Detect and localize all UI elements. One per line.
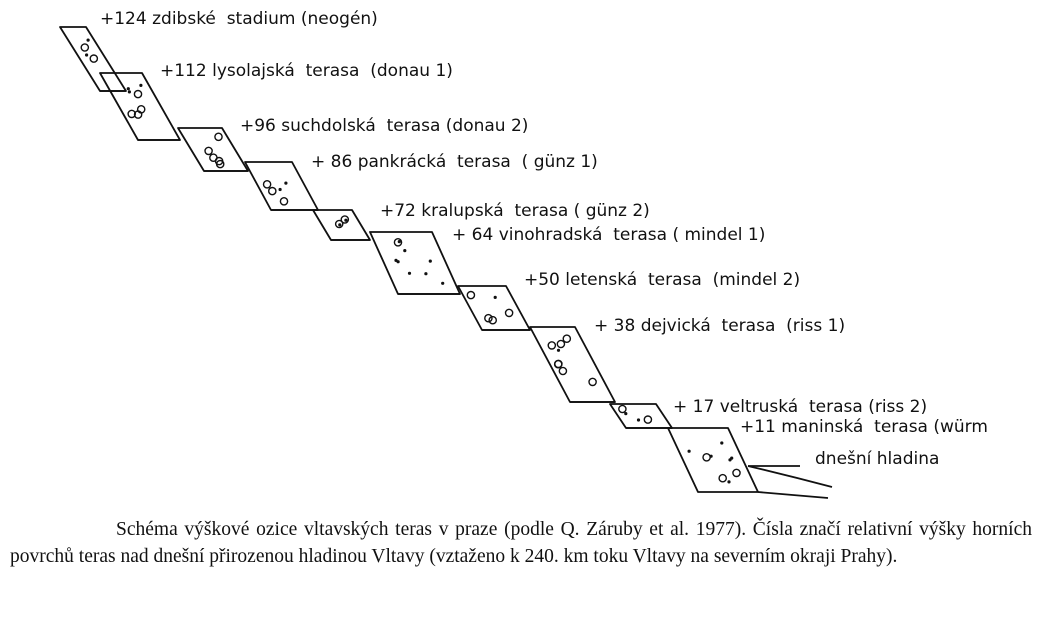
grain-dot <box>424 272 427 275</box>
pebble-mark <box>280 198 287 205</box>
grain-dot <box>279 188 282 191</box>
pebble-mark <box>559 367 566 374</box>
terrace-label <box>240 116 528 136</box>
terrace-label <box>594 316 845 336</box>
pebble-mark <box>264 181 271 188</box>
terrace-label <box>524 270 800 290</box>
terrace-name: veltruská terasa (riss 2) <box>719 397 928 417</box>
grain-dot <box>429 260 432 263</box>
terrace-outline <box>370 232 460 294</box>
terrace-name: zdibské stadium (neogén) <box>152 9 378 29</box>
pebble-mark <box>205 147 212 154</box>
figure-caption: Schéma výškové ozice vltavských teras v praze (podle Q. Záruby et al. 1977). Čísla značí relativní výšky horních povrchů teras nad dnešní přirozenou hladinou Vltavy (vztaženo k 240. km toku Vltavy na severním okraji Prahy). <box>10 519 1032 567</box>
grain-dot <box>344 219 347 222</box>
pebble-mark <box>269 188 276 195</box>
terrace-height: +11 <box>740 417 782 437</box>
pebble-mark <box>506 309 513 316</box>
terrace-name: dejvická terasa (riss 1) <box>640 316 846 336</box>
terrace-name: suchdolská terasa (donau 2) <box>281 116 529 136</box>
pebble-mark <box>489 317 496 324</box>
terrace-block <box>610 404 672 428</box>
terrace-label <box>160 61 453 81</box>
grain-dot <box>720 441 723 444</box>
grain-dot <box>127 87 130 90</box>
terrace-name: kralupská terasa ( günz 2) <box>421 201 650 221</box>
terrace-block <box>60 27 126 91</box>
terrace-height: +112 <box>160 61 213 81</box>
terrace-block <box>458 286 530 330</box>
grain-dot <box>494 296 497 299</box>
grain-dot <box>398 240 401 243</box>
terrace-block <box>100 73 180 140</box>
terrace-blocks <box>60 27 758 492</box>
terrace-name: vinohradská terasa ( mindel 1) <box>498 225 766 245</box>
terrace-name: maninská terasa (würm <box>781 417 988 437</box>
terrace-block <box>530 327 615 402</box>
river-bed-line <box>748 466 832 487</box>
pebble-mark <box>485 315 492 322</box>
terrace-outline <box>530 327 615 402</box>
grain-dot <box>688 450 691 453</box>
grain-dot <box>128 90 131 93</box>
pebble-mark <box>644 416 651 423</box>
pebble-mark <box>719 475 726 482</box>
water-level-label: dnešní hladina <box>815 449 940 469</box>
terrace-block <box>668 428 758 492</box>
grain-dot <box>87 39 90 42</box>
grain-dot <box>408 272 411 275</box>
terrace-height: + 38 <box>594 316 641 336</box>
pebble-mark <box>134 91 141 98</box>
terrace-block <box>178 128 248 171</box>
pebble-mark <box>548 342 555 349</box>
grain-dot <box>397 260 400 263</box>
grain-dot <box>730 457 733 460</box>
terrace-height: +96 <box>240 116 282 136</box>
terrace-name: lysolajská terasa (donau 1) <box>212 61 453 81</box>
pebble-mark <box>589 378 596 385</box>
pebble-mark <box>215 133 222 140</box>
pebble-mark <box>81 44 88 51</box>
terrace-name: letenská terasa (mindel 2) <box>565 270 801 290</box>
terrace-height: +124 <box>100 9 153 29</box>
terrace-outline <box>313 210 370 240</box>
grain-dot <box>637 418 640 421</box>
terrace-height: +72 <box>380 201 422 221</box>
pebble-mark <box>90 55 97 62</box>
terrace-height: +50 <box>524 270 566 290</box>
grain-dot <box>338 223 341 226</box>
pebble-mark <box>703 454 710 461</box>
terrace-label <box>100 9 378 29</box>
terrace-block <box>313 210 370 240</box>
grain-dot <box>85 53 88 56</box>
pebble-mark <box>467 292 474 299</box>
water-level <box>748 449 939 498</box>
terrace-name: pankrácká terasa ( günz 1) <box>357 152 598 172</box>
terrace-label <box>380 201 650 221</box>
pebble-mark <box>733 469 740 476</box>
terrace-height: + 64 <box>452 225 499 245</box>
terrace-label <box>452 225 765 245</box>
terrace-label <box>673 397 927 417</box>
grain-dot <box>284 182 287 185</box>
terrace-outline <box>178 128 248 171</box>
terrace-block <box>245 162 318 210</box>
grain-dot <box>710 455 713 458</box>
grain-dot <box>557 349 560 352</box>
terrace-outline <box>668 428 758 492</box>
terrace-height: + 17 <box>673 397 720 417</box>
pebble-mark <box>555 360 562 367</box>
terrace-block <box>370 232 460 294</box>
pebble-mark <box>557 340 564 347</box>
terrace-label <box>740 417 988 437</box>
grain-dot <box>403 249 406 252</box>
grain-dot <box>441 282 444 285</box>
grain-dot <box>727 480 730 483</box>
terrace-height: + 86 <box>311 152 358 172</box>
pebble-mark <box>563 335 570 342</box>
river-bed-lower-line <box>758 492 828 498</box>
grain-dot <box>139 84 142 87</box>
terrace-label <box>311 152 598 172</box>
terrace-outline <box>60 27 126 91</box>
terrace-labels <box>100 9 988 437</box>
pebble-mark <box>619 405 626 412</box>
